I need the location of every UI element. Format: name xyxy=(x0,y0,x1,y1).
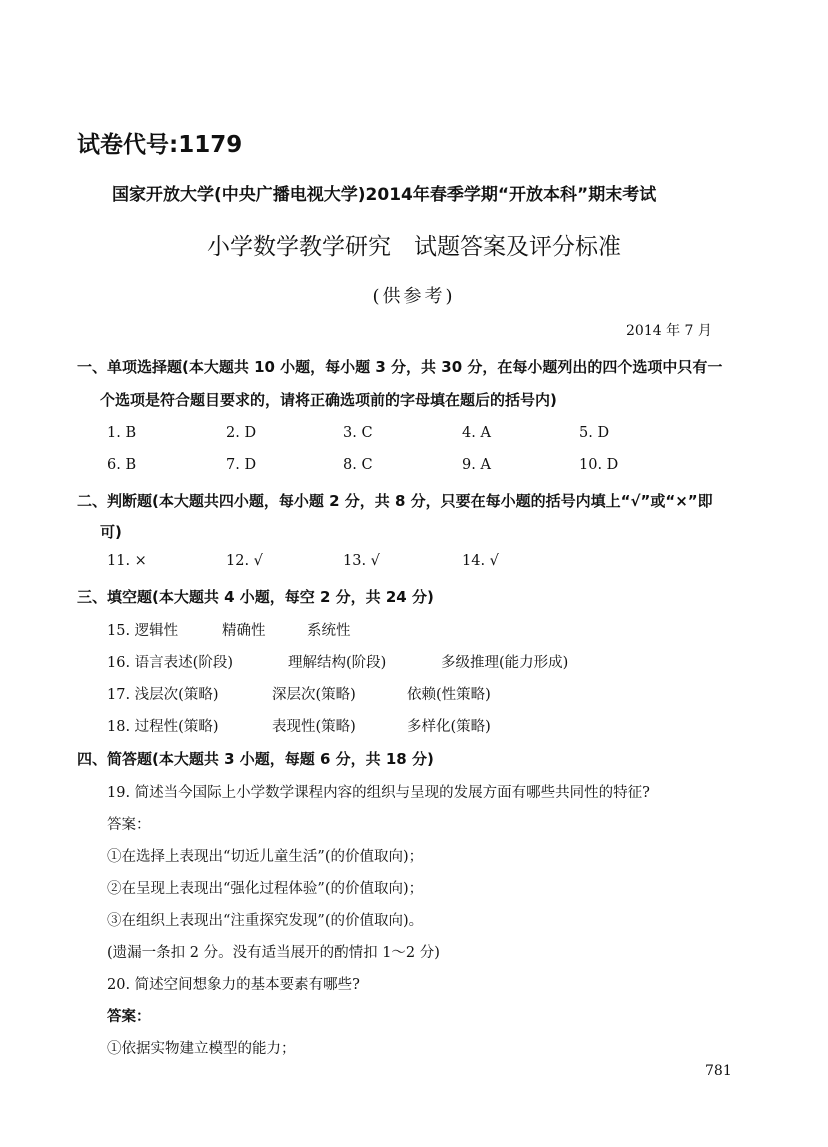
question-20: 20. 简述空间想象力的基本要素有哪些? xyxy=(107,977,360,993)
answer-label: 答案： xyxy=(107,1008,151,1025)
answer-label: 答案： xyxy=(107,817,151,833)
document-title: 小学数学教学研究 试题答案及评分标准 xyxy=(207,234,621,260)
fill-answer: 依赖(性策略) xyxy=(407,687,491,703)
answer-item: 10. D xyxy=(579,457,619,473)
page-number: 781 xyxy=(705,1063,732,1079)
answer-item: 12. √ xyxy=(226,553,263,569)
section3-heading: 三、填空题(本大题共 4 小题，每空 2 分，共 24 分) xyxy=(77,588,434,606)
fill-answer: 16. 语言表述(阶段) xyxy=(107,655,233,671)
document-date: 2014 年 7 月 xyxy=(626,323,712,339)
fill-answer: 17. 浅层次(策略) xyxy=(107,687,219,703)
document-subtitle: (供参考) xyxy=(372,286,456,307)
section4-heading: 四、简答题(本大题共 3 小题，每题 6 分，共 18 分) xyxy=(77,750,434,768)
exam-institution-line: 国家开放大学(中央广播电视大学)2014年春季学期“开放本科”期末考试 xyxy=(112,185,657,205)
fill-answer: 18. 过程性(策略) xyxy=(107,719,219,735)
fill-answer: 15. 逻辑性 xyxy=(107,623,179,639)
answer-item: 8. C xyxy=(343,457,373,473)
section1-heading-cont: 个选项是符合题目要求的，请将正确选项前的字母填在题后的括号内) xyxy=(100,391,557,409)
paper-code: 试卷代号:1179 xyxy=(77,132,243,158)
answer-item: 2. D xyxy=(226,425,257,441)
answer-item: 6. B xyxy=(107,457,137,473)
answer-item: 5. D xyxy=(579,425,610,441)
section1-heading: 一、单项选择题(本大题共 10 小题，每小题 3 分，共 30 分，在每小题列出的四个选项中只有一 xyxy=(77,358,723,376)
fill-answer: 多级推理(能力形成) xyxy=(441,655,569,671)
fill-answer: 系统性 xyxy=(307,623,351,639)
answer-point: ③在组织上表现出“注重探究发现”(的价值取向)。 xyxy=(107,913,424,929)
answer-point: ①依据实物建立模型的能力； xyxy=(107,1041,296,1057)
answer-point: ①在选择上表现出“切近儿童生活”(的价值取向)； xyxy=(107,849,424,865)
answer-item: 13. √ xyxy=(343,553,380,569)
fill-answer: 理解结构(阶段) xyxy=(288,655,387,671)
answer-item: 3. C xyxy=(343,425,373,441)
fill-answer: 精确性 xyxy=(222,623,266,639)
question-19: 19. 简述当今国际上小学数学课程内容的组织与呈现的发展方面有哪些共同性的特征? xyxy=(107,785,650,801)
grading-note: (遗漏一条扣 2 分。没有适当展开的酌情扣 1～2 分) xyxy=(107,945,440,961)
section2-heading: 二、判断题(本大题共四小题，每小题 2 分，共 8 分，只要在每小题的括号内填上“√”或“×”即 xyxy=(77,492,713,510)
answer-item: 11. × xyxy=(107,553,147,569)
answer-item: 7. D xyxy=(226,457,257,473)
answer-item: 14. √ xyxy=(462,553,499,569)
answer-item: 1. B xyxy=(107,425,137,441)
fill-answer: 表现性(策略) xyxy=(272,719,356,735)
fill-answer: 深层次(策略) xyxy=(272,687,356,703)
section2-heading-cont: 可) xyxy=(100,523,122,541)
answer-point: ②在呈现上表现出“强化过程体验”(的价值取向)； xyxy=(107,881,424,897)
answer-item: 4. A xyxy=(462,425,491,441)
answer-item: 9. A xyxy=(462,457,491,473)
fill-answer: 多样化(策略) xyxy=(407,719,491,735)
